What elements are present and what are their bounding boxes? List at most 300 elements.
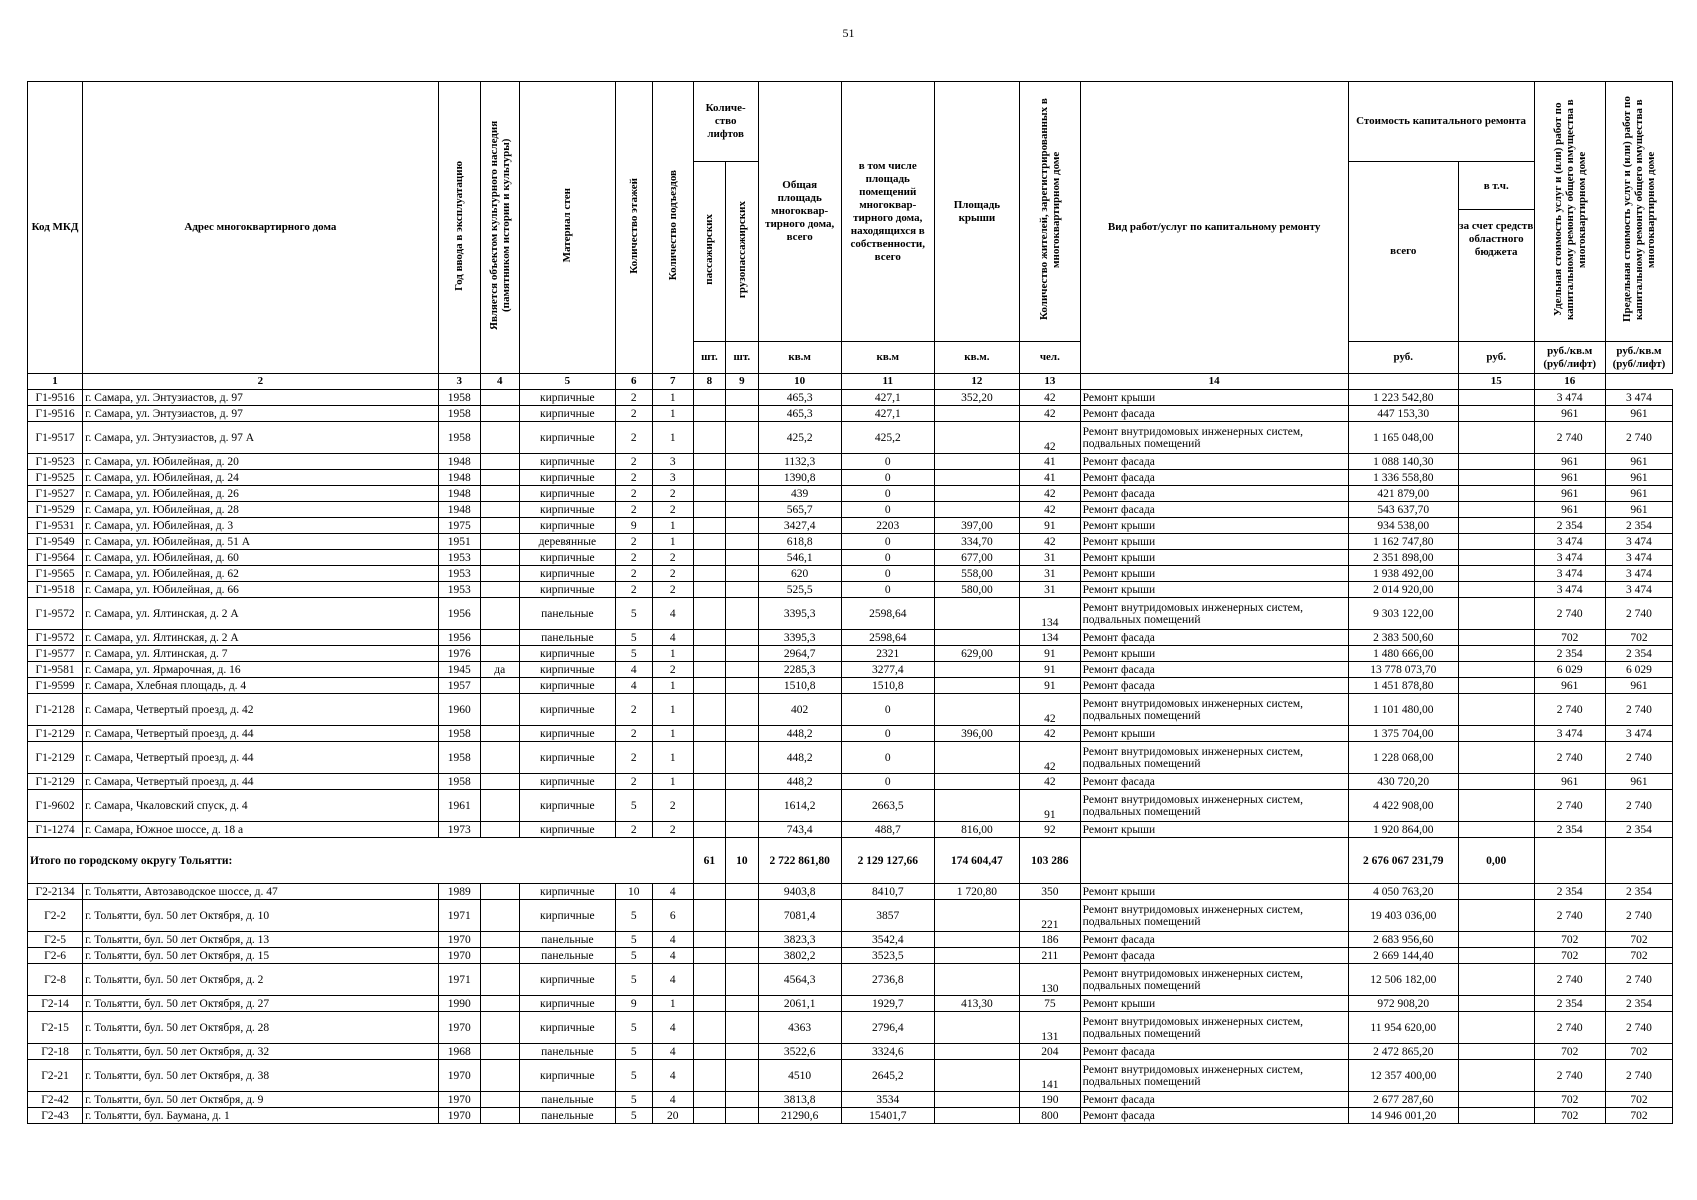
cell-area-owned: 488,7 bbox=[841, 822, 934, 838]
cell-heritage bbox=[480, 790, 519, 822]
cell-entrances: 4 bbox=[652, 1012, 693, 1044]
cell-area-owned: 3857 bbox=[841, 900, 934, 932]
header-residents: Количество жителей, зарегистрированных в многоквартирном доме bbox=[1020, 82, 1081, 342]
cell-limit-cost: 3 474 bbox=[1605, 726, 1672, 742]
cell-area-owned: 2203 bbox=[841, 518, 934, 534]
cell-work-type: Ремонт фасада bbox=[1080, 678, 1348, 694]
cell-work-type: Ремонт фасада bbox=[1080, 630, 1348, 646]
cell-wall-material: деревянные bbox=[519, 534, 615, 550]
cell-year: 1961 bbox=[438, 790, 480, 822]
cell-entrances: 4 bbox=[652, 948, 693, 964]
cell-area-total: 21290,6 bbox=[758, 1108, 841, 1124]
cell-work-type: Ремонт фасада bbox=[1080, 1108, 1348, 1124]
cell-cost-regional bbox=[1458, 646, 1534, 662]
cell-area-owned: 3542,4 bbox=[841, 932, 934, 948]
cell-work-type: Ремонт внутридомовых инженерных систем, подвальных помещений bbox=[1080, 742, 1348, 774]
cell-address: г. Самара, Четвертый проезд, д. 44 bbox=[83, 742, 439, 774]
cell-entrances: 1 bbox=[652, 726, 693, 742]
cell-lifts-cargo bbox=[726, 996, 758, 1012]
table-row bbox=[28, 646, 1673, 662]
cell-lifts-passenger bbox=[693, 550, 725, 566]
cell-entrances: 1 bbox=[652, 774, 693, 790]
cell-lifts-passenger bbox=[693, 518, 725, 534]
cell-area-total: 4564,3 bbox=[758, 964, 841, 996]
cell-roof-area: 413,30 bbox=[934, 996, 1019, 1012]
cell-unit-cost: 2 740 bbox=[1534, 694, 1605, 726]
cell-area-owned: 427,1 bbox=[841, 406, 934, 422]
cell-work-type: Ремонт фасада bbox=[1080, 502, 1348, 518]
cell-lifts-cargo bbox=[726, 964, 758, 996]
cell-heritage bbox=[480, 678, 519, 694]
cell-area-total: 4510 bbox=[758, 1060, 841, 1092]
table-row bbox=[28, 1108, 1673, 1124]
cell-work-type: Ремонт крыши bbox=[1080, 726, 1348, 742]
cell-wall-material: кирпичные bbox=[519, 726, 615, 742]
cell-year: 1945 bbox=[438, 662, 480, 678]
cell-wall-material: кирпичные bbox=[519, 884, 615, 900]
cell-wall-material: кирпичные bbox=[519, 694, 615, 726]
cell-residents: 91 bbox=[1020, 646, 1081, 662]
cell-cost-total: 14 946 001,20 bbox=[1348, 1108, 1458, 1124]
cell-cost-regional bbox=[1458, 502, 1534, 518]
cell-entrances: 2 bbox=[652, 662, 693, 678]
cell-floors: 5 bbox=[615, 1012, 652, 1044]
cell-work-type: Ремонт крыши bbox=[1080, 822, 1348, 838]
table-row bbox=[28, 582, 1673, 598]
cell-roof-area bbox=[934, 630, 1019, 646]
cell-lifts-cargo bbox=[726, 390, 758, 406]
cell-area-owned: 0 bbox=[841, 582, 934, 598]
cell-residents: 42 bbox=[1020, 486, 1081, 502]
cell-unit-cost: 2 354 bbox=[1534, 884, 1605, 900]
cell-address: г. Самара, ул. Юбилейная, д. 62 bbox=[83, 566, 439, 582]
unit-limit-cost: руб./кв.м (руб/лифт) bbox=[1605, 342, 1672, 374]
cell-unit-cost: 3 474 bbox=[1534, 534, 1605, 550]
cell-work-type: Ремонт крыши bbox=[1080, 550, 1348, 566]
header-lifts-passenger: пассажирских bbox=[693, 162, 725, 342]
cell-entrances: 4 bbox=[652, 1092, 693, 1108]
cell-wall-material: кирпичные bbox=[519, 678, 615, 694]
header-year: Год ввода в эксплуатацию bbox=[438, 82, 480, 374]
cell-unit-cost: 2 740 bbox=[1534, 598, 1605, 630]
column-number: 13 bbox=[1020, 374, 1081, 390]
header-cost-total: всего bbox=[1348, 162, 1458, 342]
cell-wall-material: кирпичные bbox=[519, 470, 615, 486]
table-row bbox=[28, 630, 1673, 646]
cell-residents: 91 bbox=[1020, 790, 1081, 822]
header-heritage: Является объектом культурного наследия (памятником истории и культуры) bbox=[480, 82, 519, 374]
cell-wall-material: панельные bbox=[519, 1108, 615, 1124]
cell-mkd-code: Г1-1274 bbox=[28, 822, 83, 838]
cell-lifts-cargo bbox=[726, 662, 758, 678]
cell-cost-regional bbox=[1458, 582, 1534, 598]
cell-cost-total: 1 228 068,00 bbox=[1348, 742, 1458, 774]
cell-lifts-passenger bbox=[693, 630, 725, 646]
cell-mkd-code: Г2-18 bbox=[28, 1044, 83, 1060]
cell-unit-cost: 2 354 bbox=[1534, 996, 1605, 1012]
cell-area-owned: 2598,64 bbox=[841, 630, 934, 646]
total-roof: 174 604,47 bbox=[934, 838, 1019, 884]
cell-area-owned: 0 bbox=[841, 454, 934, 470]
cell-year: 1958 bbox=[438, 774, 480, 790]
cell-lifts-passenger bbox=[693, 566, 725, 582]
cell-area-owned: 15401,7 bbox=[841, 1108, 934, 1124]
cell-floors: 2 bbox=[615, 694, 652, 726]
cell-work-type: Ремонт крыши bbox=[1080, 566, 1348, 582]
cell-floors: 2 bbox=[615, 822, 652, 838]
cell-lifts-cargo bbox=[726, 502, 758, 518]
table-row bbox=[28, 662, 1673, 678]
cell-area-owned: 0 bbox=[841, 694, 934, 726]
cell-lifts-cargo bbox=[726, 822, 758, 838]
cell-wall-material: панельные bbox=[519, 932, 615, 948]
cell-lifts-cargo bbox=[726, 470, 758, 486]
cell-area-owned: 2663,5 bbox=[841, 790, 934, 822]
cell-year: 1957 bbox=[438, 678, 480, 694]
cell-residents: 42 bbox=[1020, 534, 1081, 550]
cell-lifts-passenger bbox=[693, 390, 725, 406]
cell-cost-total: 421 879,00 bbox=[1348, 486, 1458, 502]
cell-work-type: Ремонт фасада bbox=[1080, 662, 1348, 678]
cell-cost-total: 13 778 073,70 bbox=[1348, 662, 1458, 678]
unit-lifts-passenger: шт. bbox=[693, 342, 725, 374]
page-number: 51 bbox=[842, 26, 855, 40]
cell-area-total: 3427,4 bbox=[758, 518, 841, 534]
cell-entrances: 1 bbox=[652, 646, 693, 662]
table-row bbox=[28, 1060, 1673, 1092]
cell-cost-regional bbox=[1458, 790, 1534, 822]
cell-lifts-cargo bbox=[726, 518, 758, 534]
cell-work-type: Ремонт фасада bbox=[1080, 1044, 1348, 1060]
cell-floors: 5 bbox=[615, 932, 652, 948]
cell-area-total: 3395,3 bbox=[758, 630, 841, 646]
cell-residents: 204 bbox=[1020, 1044, 1081, 1060]
cell-heritage bbox=[480, 470, 519, 486]
table-row bbox=[28, 822, 1673, 838]
cell-residents: 42 bbox=[1020, 726, 1081, 742]
cell-wall-material: панельные bbox=[519, 630, 615, 646]
cell-year: 1958 bbox=[438, 742, 480, 774]
cell-work-type: Ремонт крыши bbox=[1080, 996, 1348, 1012]
cell-entrances: 1 bbox=[652, 996, 693, 1012]
cell-entrances: 2 bbox=[652, 566, 693, 582]
cell-year: 1948 bbox=[438, 470, 480, 486]
cell-lifts-cargo bbox=[726, 884, 758, 900]
cell-lifts-passenger bbox=[693, 422, 725, 454]
cell-area-owned: 2736,8 bbox=[841, 964, 934, 996]
cell-residents: 75 bbox=[1020, 996, 1081, 1012]
table-row bbox=[28, 454, 1673, 470]
cell-area-owned: 0 bbox=[841, 566, 934, 582]
cell-cost-total: 1 480 666,00 bbox=[1348, 646, 1458, 662]
cell-lifts-cargo bbox=[726, 566, 758, 582]
cell-limit-cost: 702 bbox=[1605, 932, 1672, 948]
cell-lifts-passenger bbox=[693, 964, 725, 996]
cell-entrances: 1 bbox=[652, 390, 693, 406]
unit-unit-cost: руб./кв.м (руб/лифт) bbox=[1534, 342, 1605, 374]
cell-unit-cost: 3 474 bbox=[1534, 390, 1605, 406]
cell-mkd-code: Г1-9599 bbox=[28, 678, 83, 694]
table-row bbox=[28, 932, 1673, 948]
cell-address: г. Самара, ул. Ярмарочная, д. 16 bbox=[83, 662, 439, 678]
table-row bbox=[28, 884, 1673, 900]
cell-lifts-cargo bbox=[726, 932, 758, 948]
table-row bbox=[28, 742, 1673, 774]
cell-floors: 5 bbox=[615, 1060, 652, 1092]
cell-lifts-cargo bbox=[726, 790, 758, 822]
cell-roof-area: 1 720,80 bbox=[934, 884, 1019, 900]
cell-roof-area: 558,00 bbox=[934, 566, 1019, 582]
cell-wall-material: кирпичные bbox=[519, 550, 615, 566]
cell-lifts-cargo bbox=[726, 598, 758, 630]
cell-address: г. Самара, ул. Ялтинская, д. 2 А bbox=[83, 598, 439, 630]
cell-lifts-cargo bbox=[726, 694, 758, 726]
cell-cost-total: 12 506 182,00 bbox=[1348, 964, 1458, 996]
cell-roof-area: 396,00 bbox=[934, 726, 1019, 742]
cell-residents: 800 bbox=[1020, 1108, 1081, 1124]
cell-heritage bbox=[480, 1012, 519, 1044]
cell-lifts-cargo bbox=[726, 948, 758, 964]
cell-area-total: 7081,4 bbox=[758, 900, 841, 932]
cell-lifts-cargo bbox=[726, 742, 758, 774]
cell-cost-regional bbox=[1458, 534, 1534, 550]
cell-mkd-code: Г2-15 bbox=[28, 1012, 83, 1044]
cell-mkd-code: Г2-43 bbox=[28, 1108, 83, 1124]
table-row bbox=[28, 774, 1673, 790]
cell-heritage bbox=[480, 550, 519, 566]
cell-cost-total: 1 938 492,00 bbox=[1348, 566, 1458, 582]
cell-wall-material: кирпичные bbox=[519, 582, 615, 598]
cell-unit-cost: 702 bbox=[1534, 1108, 1605, 1124]
cell-floors: 4 bbox=[615, 678, 652, 694]
cell-lifts-passenger bbox=[693, 598, 725, 630]
cell-work-type: Ремонт фасада bbox=[1080, 1092, 1348, 1108]
cell-cost-total: 12 357 400,00 bbox=[1348, 1060, 1458, 1092]
samara-rows bbox=[28, 390, 1673, 838]
cell-floors: 5 bbox=[615, 964, 652, 996]
total-cost: 2 676 067 231,79 bbox=[1348, 838, 1458, 884]
cell-roof-area bbox=[934, 948, 1019, 964]
cell-unit-cost: 961 bbox=[1534, 502, 1605, 518]
table-row bbox=[28, 566, 1673, 582]
cell-floors: 9 bbox=[615, 518, 652, 534]
cell-roof-area: 397,00 bbox=[934, 518, 1019, 534]
cell-wall-material: кирпичные bbox=[519, 662, 615, 678]
cell-area-total: 618,8 bbox=[758, 534, 841, 550]
cell-year: 1953 bbox=[438, 550, 480, 566]
cell-roof-area bbox=[934, 932, 1019, 948]
cell-lifts-cargo bbox=[726, 774, 758, 790]
cell-unit-cost: 2 740 bbox=[1534, 742, 1605, 774]
cell-heritage bbox=[480, 582, 519, 598]
cell-residents: 134 bbox=[1020, 598, 1081, 630]
cell-area-owned: 425,2 bbox=[841, 422, 934, 454]
cell-heritage bbox=[480, 486, 519, 502]
cell-cost-total: 1 101 480,00 bbox=[1348, 694, 1458, 726]
cell-year: 1971 bbox=[438, 964, 480, 996]
cell-residents: 41 bbox=[1020, 470, 1081, 486]
cell-year: 1951 bbox=[438, 534, 480, 550]
cell-cost-total: 1 375 704,00 bbox=[1348, 726, 1458, 742]
cell-cost-regional bbox=[1458, 1092, 1534, 1108]
table-row bbox=[28, 390, 1673, 406]
column-number: 16 bbox=[1534, 374, 1605, 390]
cell-address: г. Самара, Четвертый проезд, д. 44 bbox=[83, 774, 439, 790]
cell-residents: 42 bbox=[1020, 742, 1081, 774]
cell-unit-cost: 3 474 bbox=[1534, 726, 1605, 742]
cell-residents: 31 bbox=[1020, 566, 1081, 582]
cell-floors: 2 bbox=[615, 582, 652, 598]
cell-lifts-passenger bbox=[693, 774, 725, 790]
cell-limit-cost: 2 354 bbox=[1605, 518, 1672, 534]
cell-work-type: Ремонт крыши bbox=[1080, 534, 1348, 550]
cell-cost-total: 9 303 122,00 bbox=[1348, 598, 1458, 630]
cell-cost-total: 1 336 558,80 bbox=[1348, 470, 1458, 486]
cell-lifts-passenger bbox=[693, 932, 725, 948]
cell-year: 1990 bbox=[438, 996, 480, 1012]
cell-lifts-passenger bbox=[693, 406, 725, 422]
cell-address: г. Тольятти, бул. 50 лет Октября, д. 38 bbox=[83, 1060, 439, 1092]
cell-address: г. Самара, ул. Юбилейная, д. 20 bbox=[83, 454, 439, 470]
cell-residents: 91 bbox=[1020, 662, 1081, 678]
cell-lifts-passenger bbox=[693, 1044, 725, 1060]
cell-residents: 350 bbox=[1020, 884, 1081, 900]
header-address: Адрес многоквартирного дома bbox=[83, 82, 439, 374]
cell-roof-area bbox=[934, 678, 1019, 694]
cell-cost-regional bbox=[1458, 406, 1534, 422]
cell-lifts-cargo bbox=[726, 486, 758, 502]
cell-year: 1958 bbox=[438, 726, 480, 742]
cell-unit-cost: 702 bbox=[1534, 932, 1605, 948]
cell-unit-cost: 961 bbox=[1534, 486, 1605, 502]
cell-floors: 2 bbox=[615, 470, 652, 486]
cell-residents: 211 bbox=[1020, 948, 1081, 964]
cell-lifts-passenger bbox=[693, 1092, 725, 1108]
cell-mkd-code: Г2-5 bbox=[28, 932, 83, 948]
cell-limit-cost: 2 354 bbox=[1605, 884, 1672, 900]
cell-work-type: Ремонт крыши bbox=[1080, 646, 1348, 662]
cell-cost-regional bbox=[1458, 726, 1534, 742]
header-lifts-cargo: грузопассажирских bbox=[726, 162, 758, 342]
cell-area-owned: 2645,2 bbox=[841, 1060, 934, 1092]
cell-area-total: 448,2 bbox=[758, 774, 841, 790]
cell-area-total: 4363 bbox=[758, 1012, 841, 1044]
cell-mkd-code: Г1-9516 bbox=[28, 390, 83, 406]
total-limit bbox=[1605, 838, 1672, 884]
cell-area-owned: 0 bbox=[841, 534, 934, 550]
cell-mkd-code: Г1-9564 bbox=[28, 550, 83, 566]
cell-wall-material: кирпичные bbox=[519, 900, 615, 932]
header-floors: Количество этажей bbox=[615, 82, 652, 374]
cell-lifts-passenger bbox=[693, 662, 725, 678]
cell-limit-cost: 961 bbox=[1605, 454, 1672, 470]
cell-cost-regional bbox=[1458, 678, 1534, 694]
cell-heritage: да bbox=[480, 662, 519, 678]
cell-roof-area bbox=[934, 790, 1019, 822]
cell-entrances: 2 bbox=[652, 822, 693, 838]
cell-address: г. Самара, ул. Юбилейная, д. 3 bbox=[83, 518, 439, 534]
cell-wall-material: кирпичные bbox=[519, 566, 615, 582]
cell-floors: 2 bbox=[615, 502, 652, 518]
cell-area-total: 3522,6 bbox=[758, 1044, 841, 1060]
cell-area-total: 525,5 bbox=[758, 582, 841, 598]
cell-residents: 186 bbox=[1020, 932, 1081, 948]
cell-floors: 5 bbox=[615, 900, 652, 932]
cell-unit-cost: 961 bbox=[1534, 678, 1605, 694]
cell-entrances: 1 bbox=[652, 406, 693, 422]
cell-area-total: 1390,8 bbox=[758, 470, 841, 486]
cell-entrances: 2 bbox=[652, 486, 693, 502]
cell-floors: 2 bbox=[615, 742, 652, 774]
cell-limit-cost: 3 474 bbox=[1605, 566, 1672, 582]
cell-address: г. Самара, ул. Юбилейная, д. 60 bbox=[83, 550, 439, 566]
cell-area-total: 3802,2 bbox=[758, 948, 841, 964]
cell-lifts-cargo bbox=[726, 582, 758, 598]
cell-heritage bbox=[480, 390, 519, 406]
column-number: 1 bbox=[28, 374, 83, 390]
column-number: 15 bbox=[1458, 374, 1534, 390]
cell-entrances: 2 bbox=[652, 502, 693, 518]
cell-floors: 2 bbox=[615, 726, 652, 742]
cell-cost-regional bbox=[1458, 1012, 1534, 1044]
cell-mkd-code: Г1-9527 bbox=[28, 486, 83, 502]
unit-area-owned: кв.м bbox=[841, 342, 934, 374]
cell-cost-regional bbox=[1458, 742, 1534, 774]
cell-lifts-cargo bbox=[726, 646, 758, 662]
total-section bbox=[28, 838, 1673, 884]
cell-mkd-code: Г2-21 bbox=[28, 1060, 83, 1092]
header-limit-cost: Предельная стоимость услуг и (или) работ по капитальному ремонту общего имущества в многоквартирном доме bbox=[1605, 82, 1672, 342]
cell-cost-total: 1 162 747,80 bbox=[1348, 534, 1458, 550]
cell-work-type: Ремонт внутридомовых инженерных систем, подвальных помещений bbox=[1080, 790, 1348, 822]
unit-lifts-cargo: шт. bbox=[726, 342, 758, 374]
cell-heritage bbox=[480, 1060, 519, 1092]
cell-year: 1970 bbox=[438, 1092, 480, 1108]
column-number: 9 bbox=[726, 374, 758, 390]
cell-work-type: Ремонт внутридомовых инженерных систем, подвальных помещений bbox=[1080, 964, 1348, 996]
cell-heritage bbox=[480, 518, 519, 534]
cell-roof-area bbox=[934, 470, 1019, 486]
cell-floors: 2 bbox=[615, 550, 652, 566]
cell-area-total: 465,3 bbox=[758, 390, 841, 406]
cell-heritage bbox=[480, 534, 519, 550]
cell-limit-cost: 702 bbox=[1605, 630, 1672, 646]
cell-area-owned: 0 bbox=[841, 486, 934, 502]
column-number: 4 bbox=[480, 374, 519, 390]
cell-mkd-code: Г1-9549 bbox=[28, 534, 83, 550]
cell-address: г. Самара, ул. Юбилейная, д. 26 bbox=[83, 486, 439, 502]
cell-year: 1958 bbox=[438, 390, 480, 406]
cell-residents: 221 bbox=[1020, 900, 1081, 932]
cell-heritage bbox=[480, 742, 519, 774]
cell-floors: 10 bbox=[615, 884, 652, 900]
cell-lifts-cargo bbox=[726, 550, 758, 566]
cell-work-type: Ремонт фасада bbox=[1080, 454, 1348, 470]
cell-wall-material: кирпичные bbox=[519, 1012, 615, 1044]
table-row bbox=[28, 900, 1673, 932]
cell-residents: 190 bbox=[1020, 1092, 1081, 1108]
cell-residents: 91 bbox=[1020, 678, 1081, 694]
cell-entrances: 1 bbox=[652, 518, 693, 534]
cell-area-owned: 0 bbox=[841, 470, 934, 486]
cell-area-owned: 427,1 bbox=[841, 390, 934, 406]
cell-entrances: 4 bbox=[652, 630, 693, 646]
cell-lifts-cargo bbox=[726, 678, 758, 694]
cell-address: г. Самара, ул. Ялтинская, д. 7 bbox=[83, 646, 439, 662]
cell-cost-regional bbox=[1458, 470, 1534, 486]
unit-cost-regional: руб. bbox=[1458, 342, 1534, 374]
cell-unit-cost: 3 474 bbox=[1534, 566, 1605, 582]
